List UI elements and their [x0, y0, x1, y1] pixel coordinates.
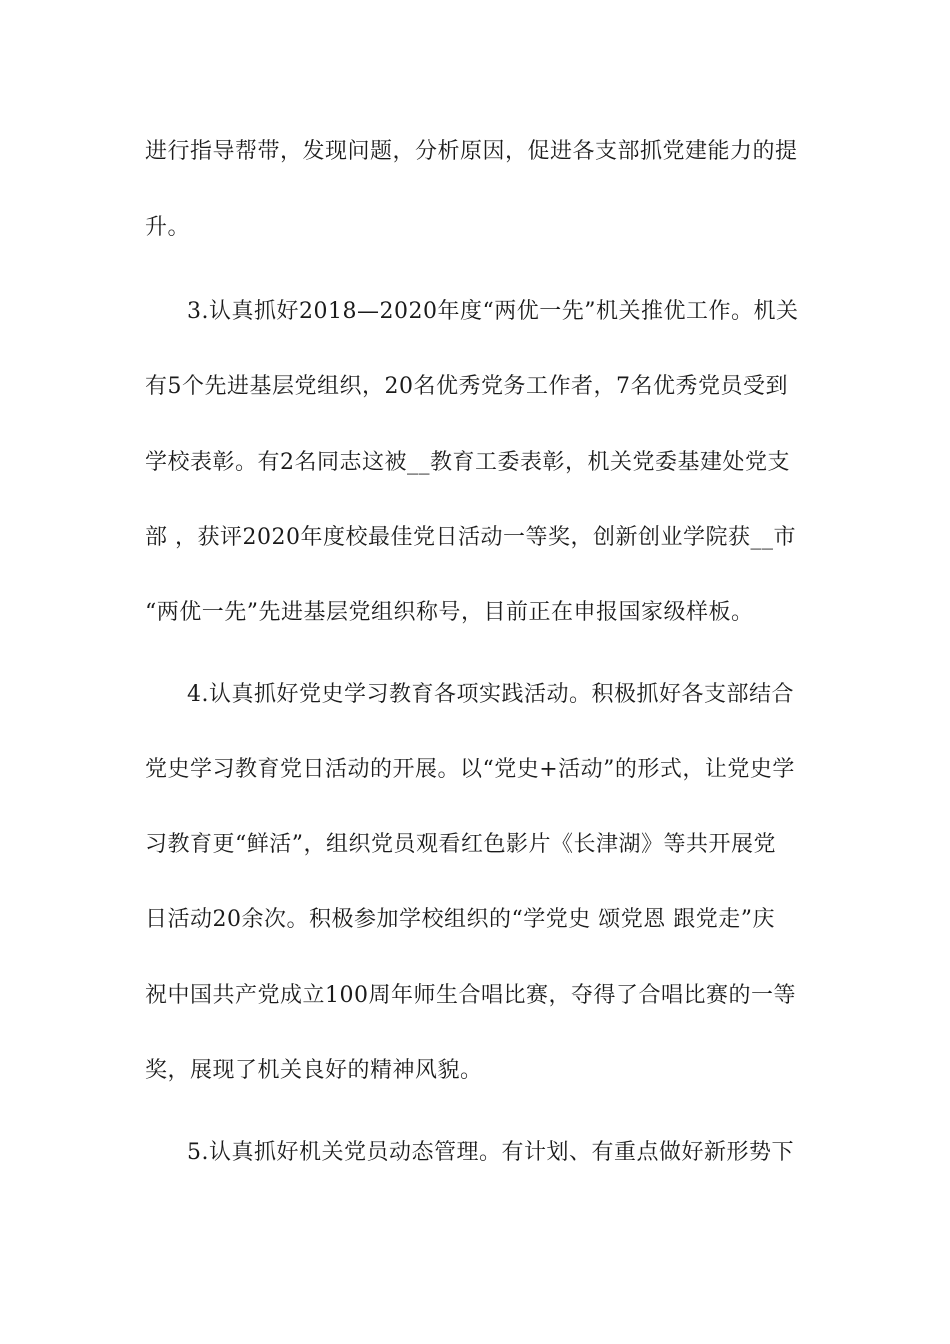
paragraph-line: 奖，展现了机关良好的精神风貌。 — [145, 1058, 483, 1083]
paragraph-line: 日活动20余次。积极参加学校组织的“学党史 颂党恩 跟党走”庆 — [145, 907, 775, 932]
paragraph-line: 部 ，获评2020年度校最佳党日活动一等奖，创新创业学院获__市 — [145, 525, 796, 550]
paragraph-line: 习教育更“鲜活”，组织党员观看红色影片《长津湖》等共开展党 — [145, 832, 776, 857]
paragraph-line: 升。 — [145, 215, 191, 240]
paragraph-line: 3.认真抓好2018—2020年度“两优一先”机关推优工作。机关 — [187, 299, 799, 324]
paragraph-line: “两优一先”先进基层党组织称号，目前正在申报国家级样板。 — [145, 600, 754, 625]
paragraph-line: 祝中国共产党成立100周年师生合唱比赛，夺得了合唱比赛的一等 — [145, 983, 796, 1008]
paragraph-line: 5.认真抓好机关党员动态管理。有计划、有重点做好新形势下 — [187, 1140, 794, 1165]
paragraph-line: 4.认真抓好党史学习教育各项实践活动。积极抓好各支部结合 — [187, 682, 794, 707]
paragraph-line: 学校表彰。有2名同志这被__教育工委表彰，机关党委基建处党支 — [145, 450, 790, 475]
paragraph-line: 有5个先进基层党组织，20名优秀党务工作者，7名优秀党员受到 — [145, 374, 788, 399]
paragraph-line: 党史学习教育党日活动的开展。以“党史+活动”的形式，让党史学 — [145, 757, 795, 782]
paragraph-line: 进行指导帮带，发现问题，分析原因，促进各支部抓党建能力的提 — [145, 139, 798, 164]
